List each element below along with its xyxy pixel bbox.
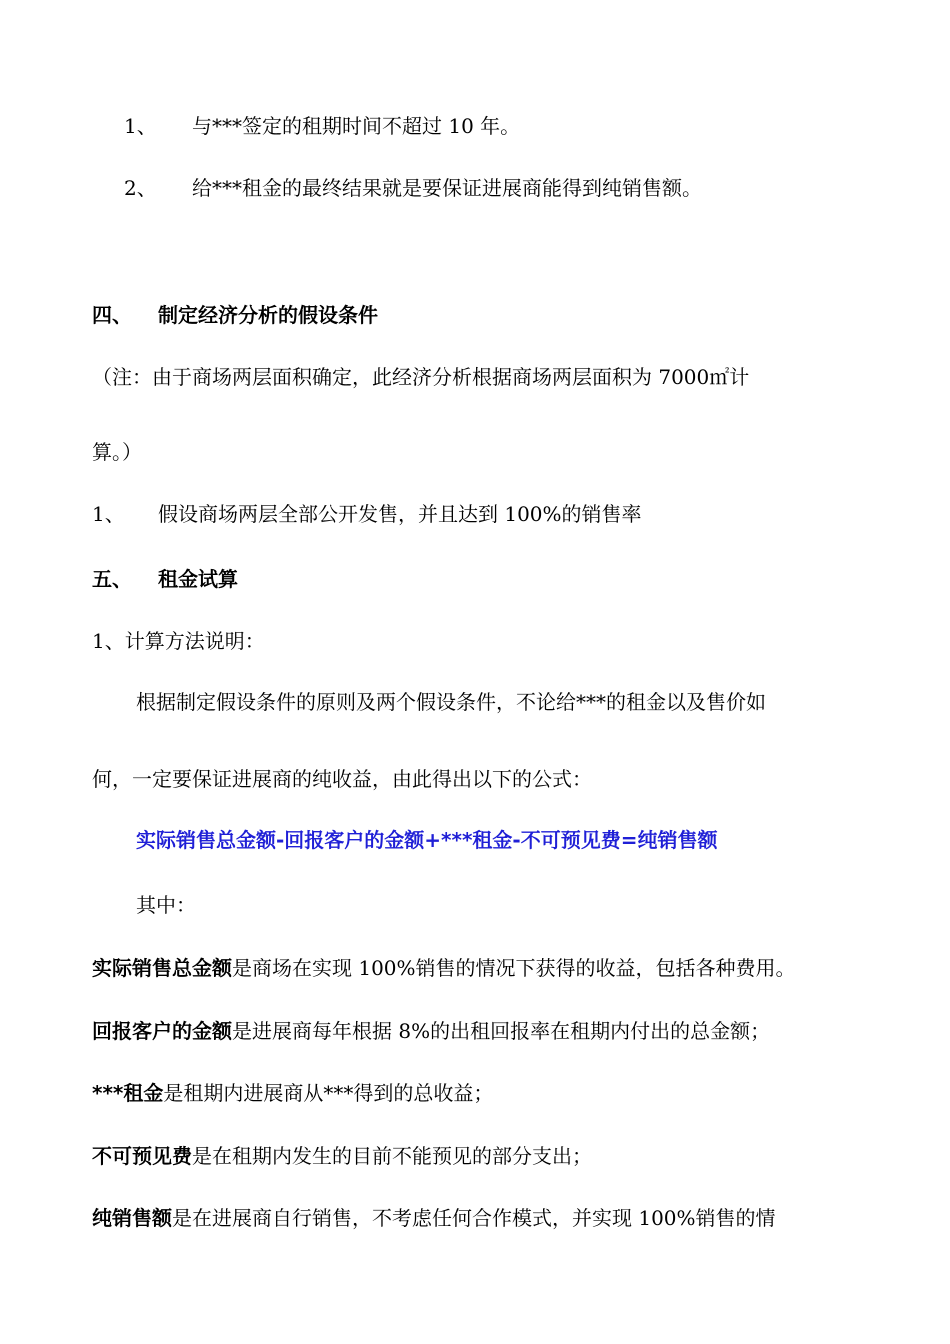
paragraph-line: 根据制定假设条件的原则及两个假设条件，不论给***的租金以及售价如 <box>136 690 766 714</box>
list-number: 2、 <box>124 176 157 200</box>
list-number: 1、 <box>124 114 157 138</box>
definition-term: 不可预见费 <box>92 1144 192 1168</box>
section-number: 五、 <box>92 567 132 591</box>
definition-line <box>92 1142 592 1170</box>
definition-line <box>92 954 796 982</box>
list-number: 1、 <box>92 502 125 526</box>
definition-desc: 是商场在实现 100%销售的情况下获得的收益，包括各种费用。 <box>232 956 796 980</box>
section-number: 四、 <box>92 303 132 327</box>
definition-desc: 是进展商每年根据 8%的出租回报率在租期内付出的总金额； <box>232 1019 771 1043</box>
definition-line <box>92 1079 493 1107</box>
definition-term: 回报客户的金额 <box>92 1019 232 1043</box>
formula: 实际销售总金额-回报客户的金额+***租金-不可预见费=纯销售额 <box>136 828 718 852</box>
definition-desc: 是租期内进展商从***得到的总收益； <box>163 1081 494 1105</box>
definition-term: 实际销售总金额 <box>92 956 232 980</box>
list-text: 与***签定的租期时间不超过 10 年。 <box>192 114 521 138</box>
definition-term: 纯销售额 <box>92 1206 172 1230</box>
definition-desc: 是在进展商自行销售，不考虑任何合作模式，并实现 100%销售的情 <box>172 1206 776 1230</box>
note-line: （注：由于商场两层面积确定，此经济分析根据商场两层面积为 7000㎡计 <box>92 365 750 389</box>
method-heading: 1、计算方法说明： <box>92 629 265 653</box>
definition-term: ***租金 <box>92 1081 164 1105</box>
section-title: 租金试算 <box>158 567 238 591</box>
paragraph-line: 何，一定要保证进展商的纯收益，由此得出以下的公式： <box>92 767 592 791</box>
list-text: 给***租金的最终结果就是要保证进展商能得到纯销售额。 <box>192 176 702 200</box>
among-label: 其中： <box>136 893 196 917</box>
definition-desc: 是在租期内发生的目前不能预见的部分支出； <box>192 1144 592 1168</box>
definition-line <box>92 1017 770 1045</box>
section-title: 制定经济分析的假设条件 <box>158 303 378 327</box>
definition-line <box>92 1204 776 1232</box>
note-line: 算。） <box>92 440 142 464</box>
list-text: 假设商场两层全部公开发售，并且达到 100%的销售率 <box>158 502 642 526</box>
